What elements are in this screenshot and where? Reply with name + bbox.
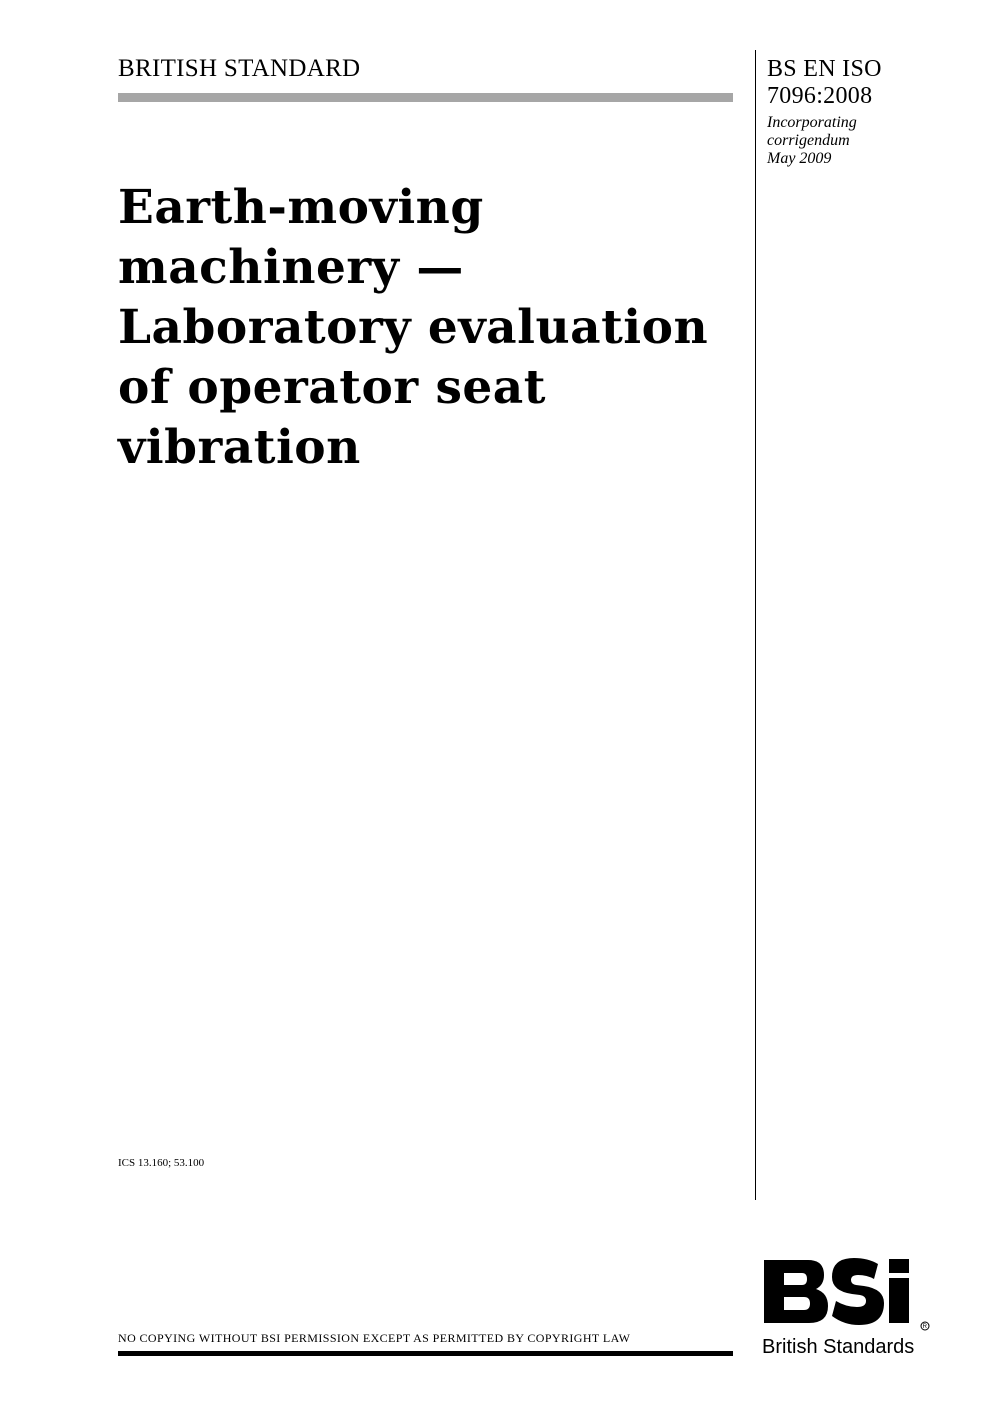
logo-caption: British Standards <box>762 1336 915 1358</box>
corrigendum-line: corrigendum <box>767 132 850 149</box>
title-line: Earth-moving <box>118 180 484 235</box>
standard-number <box>767 56 882 110</box>
corrigendum-line: May 2009 <box>767 150 832 167</box>
logo-letter-i-dot <box>889 1259 909 1273</box>
title-line: Laboratory evaluation <box>118 300 709 355</box>
corrigendum-line: Incorporating <box>767 114 857 131</box>
logo-letter-b <box>764 1260 828 1323</box>
title-line: of operator seat <box>118 360 546 415</box>
corrigendum-note <box>767 114 857 168</box>
standard-number-line: 7096:2008 <box>767 83 873 109</box>
ics-code: ICS 13.160; 53.100 <box>118 1157 205 1169</box>
svg-text:R: R <box>922 1324 927 1331</box>
header-rule <box>118 93 733 102</box>
footer-rule <box>118 1351 733 1356</box>
margin-divider <box>755 50 756 1200</box>
standard-number-line: BS EN ISO <box>767 56 882 82</box>
document-title <box>118 178 738 478</box>
title-line: machinery — <box>118 240 464 295</box>
series-label: BRITISH STANDARD <box>118 55 361 82</box>
copyright-notice: NO COPYING WITHOUT BSI PERMISSION EXCEPT AS PERMITTED BY COPYRIGHT LAW <box>118 1331 631 1345</box>
logo-letter-i-stem <box>889 1278 909 1323</box>
title-line: vibration <box>118 420 361 475</box>
logo-letter-s <box>832 1258 884 1325</box>
